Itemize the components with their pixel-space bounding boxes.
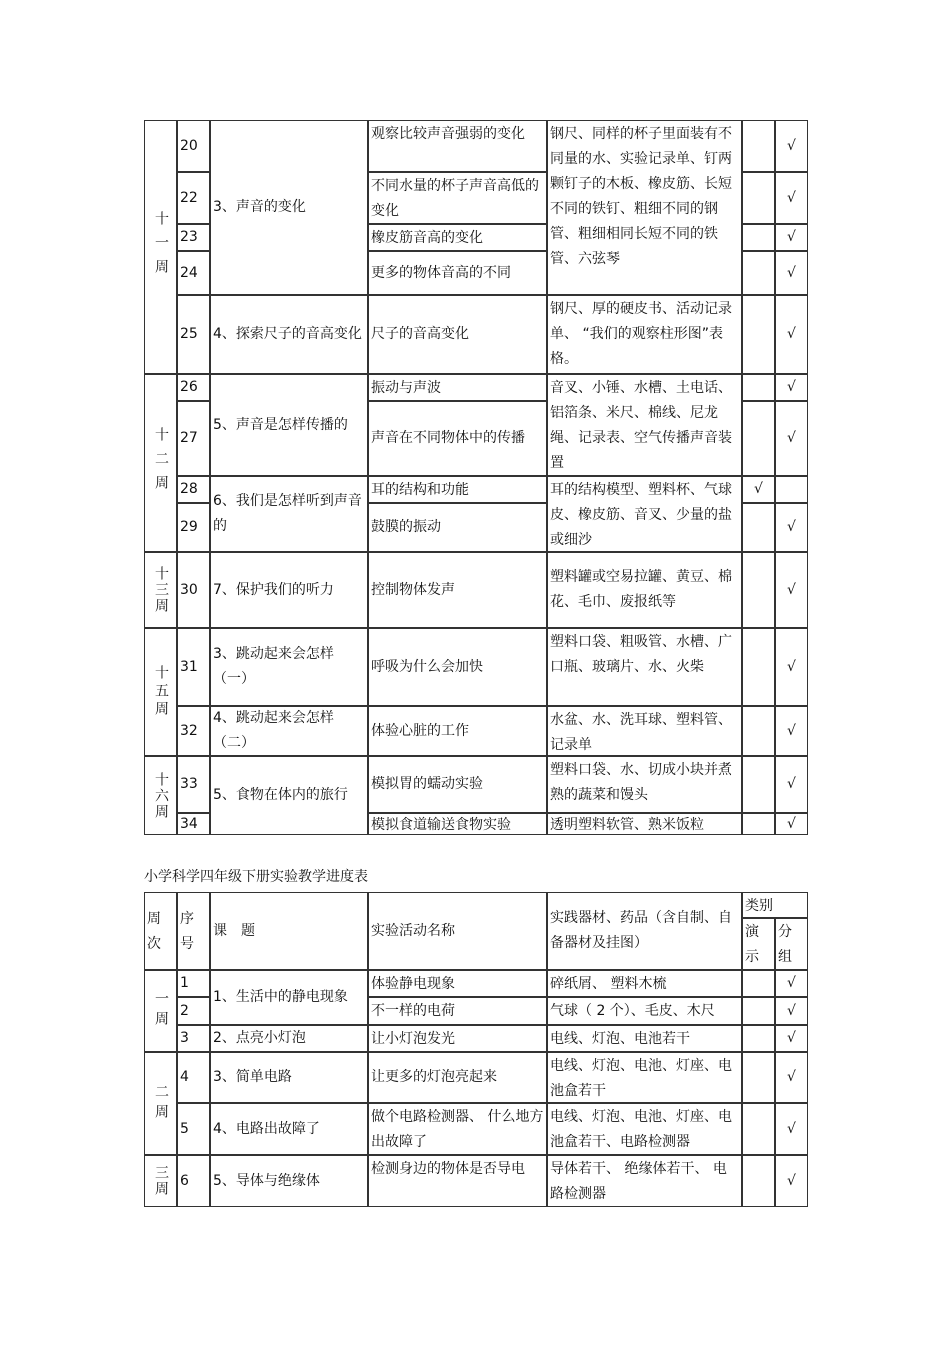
demo-cell [742, 224, 775, 251]
week-label: 十二周 [153, 427, 169, 499]
activity-cell: 尺子的音高变化 [368, 295, 547, 374]
row-no: 31 [177, 628, 210, 706]
header-demo: 演示 [742, 918, 775, 970]
row-no: 27 [177, 401, 210, 476]
materials-cell: 耳的结构模型、塑料杯、气球皮、橡皮筋、音叉、少量的盐或细沙 [547, 476, 742, 552]
header-materials: 实践器材、药品（含自制、自备器材及挂图） [547, 892, 742, 970]
lesson-cell: 5、食物在体内的旅行 [210, 756, 368, 835]
group-cell: √ [775, 1025, 808, 1052]
materials-cell: 电线、灯泡、电池、灯座、电池盒若干、电路检测器 [547, 1103, 742, 1155]
lesson-cell: 4、探索尺子的音高变化 [210, 295, 368, 374]
activity-cell: 模拟胃的蠕动实验 [368, 756, 547, 813]
materials-cell: 钢尺、厚的硬皮书、活动记录单、 “我们的观察柱形图”表格。 [547, 295, 742, 374]
row-no: 3 [177, 1025, 210, 1052]
group-cell: √ [775, 1052, 808, 1103]
group-cell: √ [775, 224, 808, 251]
header-category: 类别 [742, 892, 808, 918]
lesson-cell: 3、简单电路 [210, 1052, 368, 1103]
week-label: 十六周 [153, 771, 169, 820]
week-cell [144, 120, 177, 374]
materials-cell: 电线、灯泡、电池若干 [547, 1025, 742, 1052]
row-no: 29 [177, 503, 210, 552]
materials-cell: 塑料罐或空易拉罐、黄豆、棉花、毛巾、废报纸等 [547, 552, 742, 628]
lesson-cell: 6、我们是怎样听到声音的 [210, 476, 368, 552]
group-cell [775, 476, 808, 503]
row-no: 28 [177, 476, 210, 503]
demo-cell [742, 756, 775, 813]
week-cell [144, 1052, 177, 1155]
row-no: 1 [177, 970, 210, 997]
demo-cell [742, 1052, 775, 1103]
row-no: 32 [177, 706, 210, 756]
materials-cell: 透明塑料软管、熟米饭粒 [547, 813, 742, 835]
week-cell [144, 1155, 177, 1207]
group-cell: √ [775, 706, 808, 756]
activity-cell: 观察比较声音强弱的变化 [368, 120, 547, 172]
week-label: 十一周 [153, 211, 169, 283]
lesson-cell: 5、声音是怎样传播的 [210, 374, 368, 476]
demo-cell [742, 120, 775, 172]
week-label: 一周 [153, 991, 169, 1031]
header-lesson: 课 题 [210, 892, 368, 970]
lesson-cell: 5、导体与绝缘体 [210, 1155, 368, 1207]
week-cell [144, 374, 177, 552]
week-label: 十五周 [153, 665, 169, 719]
lesson-cell: 1、生活中的静电现象 [210, 970, 368, 1025]
demo-cell [742, 401, 775, 476]
row-no: 20 [177, 120, 210, 172]
group-cell: √ [775, 120, 808, 172]
activity-cell: 耳的结构和功能 [368, 476, 547, 503]
materials-cell: 塑料口袋、粗吸管、水槽、广口瓶、玻璃片、水、火柴 [547, 628, 742, 706]
demo-cell [742, 1155, 775, 1207]
row-no: 2 [177, 997, 210, 1025]
demo-cell [742, 172, 775, 224]
lesson-cell: 4、电路出故障了 [210, 1103, 368, 1155]
row-no: 26 [177, 374, 210, 401]
materials-cell: 电线、灯泡、电池、灯座、电池盒若干 [547, 1052, 742, 1103]
lesson-cell: 2、点亮小灯泡 [210, 1025, 368, 1052]
demo-cell [742, 552, 775, 628]
activity-cell: 让更多的灯泡亮起来 [368, 1052, 547, 1103]
activity-cell: 模拟食道输送食物实验 [368, 813, 547, 835]
demo-cell [742, 813, 775, 835]
activity-cell: 振动与声波 [368, 374, 547, 401]
activity-cell: 橡皮筋音高的变化 [368, 224, 547, 251]
materials-cell: 音叉、小锤、水槽、土电话、铝箔条、米尺、棉线、尼龙绳、记录表、空气传播声音装置 [547, 374, 742, 476]
week-cell [144, 552, 177, 628]
activity-cell: 体验心脏的工作 [368, 706, 547, 756]
demo-cell [742, 997, 775, 1025]
demo-cell [742, 251, 775, 295]
lesson-cell: 3、声音的变化 [210, 120, 368, 295]
week-label: 三周 [153, 1165, 169, 1197]
group-cell: √ [775, 401, 808, 476]
demo-cell [742, 1025, 775, 1052]
row-no: 30 [177, 552, 210, 628]
materials-cell: 碎纸屑、 塑料木梳 [547, 970, 742, 997]
group-cell: √ [775, 997, 808, 1025]
header-activity: 实验活动名称 [368, 892, 547, 970]
week-label: 十三周 [153, 566, 169, 614]
group-cell: √ [775, 1103, 808, 1155]
materials-cell: 塑料口袋、水、切成小块并煮熟的蔬菜和馒头 [547, 756, 742, 813]
week-cell [144, 970, 177, 1052]
materials-cell: 钢尺、同样的杯子里面装有不同量的水、实验记录单、钉两颗钉子的木板、橡皮筋、长短不同的铁钉、粗细不同的钢管、粗细相同长短不同的铁管、六弦琴 [547, 120, 742, 295]
row-no: 24 [177, 251, 210, 295]
table-caption: 小学科学四年级下册实验教学进度表 [144, 869, 368, 885]
activity-cell: 更多的物体音高的不同 [368, 251, 547, 295]
row-no: 4 [177, 1052, 210, 1103]
group-cell: √ [775, 1155, 808, 1207]
activity-cell: 不同水量的杯子声音高低的变化 [368, 172, 547, 224]
activity-cell: 呼吸为什么会加快 [368, 628, 547, 706]
activity-cell: 让小灯泡发光 [368, 1025, 547, 1052]
row-no: 25 [177, 295, 210, 374]
activity-cell: 检测身边的物体是否导电 [368, 1155, 547, 1207]
group-cell: √ [775, 374, 808, 401]
group-cell: √ [775, 295, 808, 374]
materials-cell: 水盆、水、洗耳球、塑料管、记录单 [547, 706, 742, 756]
activity-cell: 做个电路检测器、 什么地方出故障了 [368, 1103, 547, 1155]
activity-cell: 体验静电现象 [368, 970, 547, 997]
materials-cell: 导体若干、 绝缘体若干、 电路检测器 [547, 1155, 742, 1207]
header-week: 周次 [144, 892, 177, 970]
activity-cell: 不一样的电荷 [368, 997, 547, 1025]
demo-cell [742, 628, 775, 706]
week-label: 二周 [153, 1083, 169, 1124]
row-no: 23 [177, 224, 210, 251]
header-no: 序号 [177, 892, 210, 970]
group-cell: √ [775, 628, 808, 706]
lesson-cell: 4、跳动起来会怎样（二） [210, 706, 368, 756]
group-cell: √ [775, 813, 808, 835]
demo-cell [742, 374, 775, 401]
demo-cell [742, 503, 775, 552]
demo-cell [742, 706, 775, 756]
group-cell: √ [775, 172, 808, 224]
header-group: 分组 [775, 918, 808, 970]
group-cell: √ [775, 251, 808, 295]
demo-cell [742, 295, 775, 374]
group-cell: √ [775, 503, 808, 552]
activity-cell: 鼓膜的振动 [368, 503, 547, 552]
demo-cell [742, 970, 775, 997]
demo-cell: √ [742, 476, 775, 503]
row-no: 22 [177, 172, 210, 224]
lesson-cell: 7、保护我们的听力 [210, 552, 368, 628]
week-cell [144, 756, 177, 835]
week-cell [144, 628, 177, 756]
activity-cell: 控制物体发声 [368, 552, 547, 628]
materials-cell: 气球（ 2 个）、毛皮、木尺 [547, 997, 742, 1025]
group-cell: √ [775, 552, 808, 628]
demo-cell [742, 1103, 775, 1155]
group-cell: √ [775, 756, 808, 813]
lesson-cell: 3、跳动起来会怎样（一） [210, 628, 368, 706]
row-no: 33 [177, 756, 210, 813]
row-no: 34 [177, 813, 210, 835]
row-no: 5 [177, 1103, 210, 1155]
group-cell: √ [775, 970, 808, 997]
row-no: 6 [177, 1155, 210, 1207]
activity-cell: 声音在不同物体中的传播 [368, 401, 547, 476]
